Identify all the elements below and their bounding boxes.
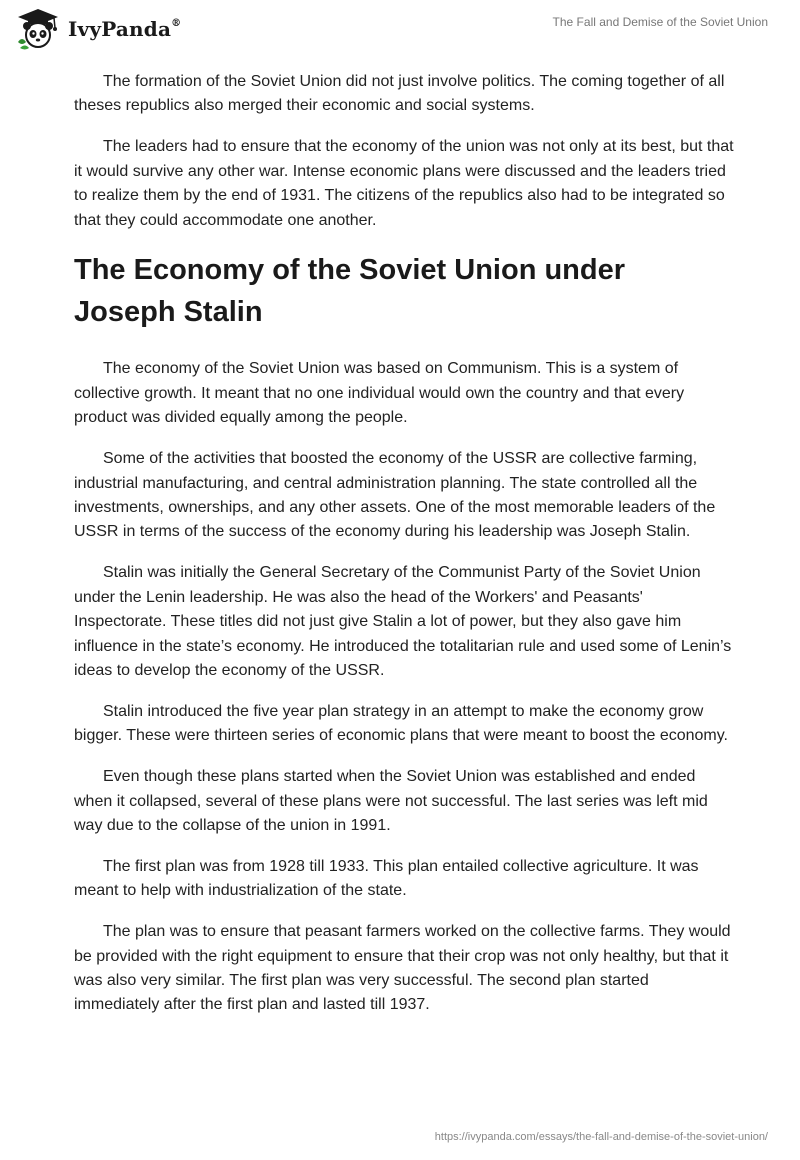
paragraph: The first plan was from 1928 till 1933. This plan entailed collective agriculture. It was meant to help with industrialization of the state. [74, 857, 699, 900]
paragraph: The leaders had to ensure that the economy of the union was not only at its best, but that it would survive any other war. Intense economic plans were discussed and the leaders tried to realize them by the end of 1931. The citizens of the republics also had to be integrated so that they could accommodate one another. [74, 138, 734, 229]
panda-graduate-icon [14, 8, 62, 50]
document-title: The Fall and Demise of the Soviet Union [552, 15, 768, 29]
paragraph: Some of the activities that boosted the economy of the USSR are collective farming, industrial manufacturing, and central administration planning. The state controlled all the investments, ownerships, and any other assets. One of the most memorable leaders of the USSR in terms of the success of the economy during his leadership was Joseph Stalin. [74, 450, 716, 541]
paragraph: Even though these plans started when the Soviet Union was established and ended when it collapsed, several of these plans were not successful. The last series was left mid way due to the collapse of the union in 1991. [74, 768, 708, 834]
brand-name: IvyPanda® [68, 17, 182, 41]
brand-logo[interactable] [14, 8, 181, 50]
paragraph: The plan was to ensure that peasant farmers worked on the collective farms. They would be provided with the right equipment to ensure that their crop was not only healthy, but that it was also very similar. The first plan was very successful. The second plan started immediately after the first plan and lasted till 1937. [74, 923, 731, 1014]
page-header [0, 0, 800, 60]
paragraph: Stalin was initially the General Secretary of the Communist Party of the Soviet Union under the Lenin leadership. He was also the head of the Workers' and Peasants' Inspectorate. These titles did not just give Stalin a lot of power, but they also gave him influence in the state’s economy. He introduced the totalitarian rule and used some of Lenin’s ideas to develop the economy of the USSR. [74, 564, 732, 679]
paragraph: The formation of the Soviet Union did not just involve politics. The coming together of all theses republics also merged their economic and social systems. [74, 73, 725, 115]
section-heading: The Economy of the Soviet Union under Joseph Stalin [74, 254, 626, 329]
article-body [74, 70, 734, 1034]
source-url-link[interactable]: https://ivypanda.com/essays/the-fall-and-demise-of-the-soviet-union/ [434, 1131, 768, 1143]
paragraph: Stalin introduced the five year plan strategy in an attempt to make the economy grow bigger. These were thirteen series of economic plans that were meant to boost the economy. [74, 702, 728, 745]
paragraph: The economy of the Soviet Union was based on Communism. This is a system of collective growth. It meant that no one individual would own the country and that every product was divided equally among the people. [74, 360, 685, 427]
